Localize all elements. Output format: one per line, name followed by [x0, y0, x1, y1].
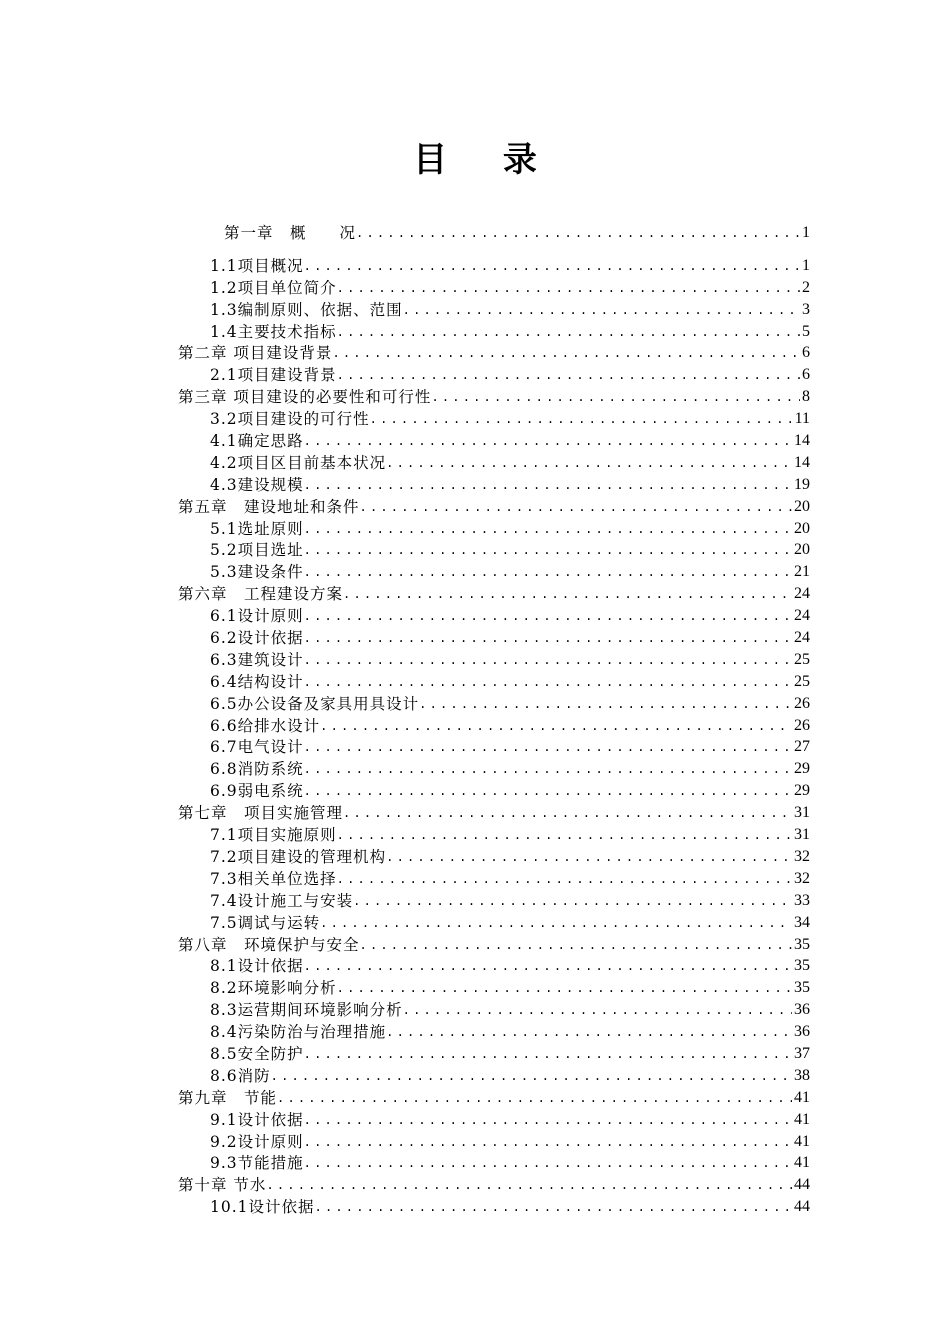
toc-page-number: 41: [794, 1110, 810, 1128]
toc-page-number: 21: [794, 563, 810, 581]
toc-page-number: 34: [794, 913, 810, 931]
toc-page-number: 11: [794, 410, 810, 428]
toc-section-entry[interactable]: [178, 911, 810, 933]
dot-leader: [304, 1153, 792, 1173]
dot-leader: [337, 322, 800, 342]
toc-section-entry[interactable]: [178, 1195, 810, 1217]
toc-entry-label: 3.2项目建设的可行性: [210, 410, 370, 429]
toc-entry-label: 7.5调试与运转: [210, 913, 321, 932]
toc-entry-label: 7.2项目建设的管理机构: [210, 847, 387, 866]
dot-leader: [304, 540, 792, 560]
toc-section-entry[interactable]: [178, 604, 810, 626]
toc-page-number: 1: [802, 224, 810, 241]
toc-section-entry[interactable]: [178, 473, 810, 495]
toc-entry-label: 6.7电气设计: [210, 738, 304, 757]
toc-entry-label: 6.6给排水设计: [210, 716, 321, 735]
toc-section-entry[interactable]: [178, 889, 810, 911]
toc-page-number: 41: [794, 1132, 810, 1150]
toc-entry-label: 10.1设计依据: [210, 1198, 315, 1217]
toc-entry-label: 7.3相关单位选择: [210, 869, 337, 888]
toc-page-number: 29: [794, 782, 810, 800]
toc-entry-label: 5.1选址原则: [210, 519, 304, 538]
toc-entry-label: 1.4主要技术指标: [210, 322, 337, 341]
dot-leader: [356, 223, 800, 243]
dot-leader: [403, 300, 800, 320]
toc-entry-label: 6.8消防系统: [210, 760, 304, 779]
dot-leader: [304, 606, 792, 626]
toc-page-number: 29: [794, 760, 810, 778]
dot-leader: [337, 869, 792, 889]
toc-section-entry[interactable]: [178, 407, 810, 429]
toc-chapter-entry[interactable]: [178, 342, 810, 364]
toc-page-number: 6: [802, 366, 810, 384]
toc-page-number: 20: [794, 497, 810, 515]
toc-section-entry[interactable]: [178, 1020, 810, 1042]
dot-leader: [337, 365, 800, 385]
toc-entry-label: 4.2项目区目前基本状况: [210, 453, 387, 472]
toc-entry-label: 8.6消防: [210, 1066, 271, 1085]
dot-leader: [304, 475, 792, 495]
toc-page-number: 27: [794, 738, 810, 756]
toc-page-number: 14: [794, 432, 810, 450]
dot-leader: [271, 1066, 792, 1086]
toc-section-entry[interactable]: [178, 648, 810, 670]
toc-chapter-entry[interactable]: [178, 801, 810, 823]
toc-entry-label: 8.3运营期间环境影响分析: [210, 1001, 403, 1020]
toc-page-number: 35: [794, 957, 810, 975]
dot-leader: [320, 913, 792, 933]
toc-section-entry[interactable]: [178, 429, 810, 451]
dot-leader: [304, 431, 792, 451]
toc-entry-label: 第七章 项目实施管理: [178, 804, 344, 823]
dot-leader: [370, 409, 793, 429]
dot-leader: [386, 847, 792, 867]
toc-page-number: 25: [794, 672, 810, 690]
toc-section-entry[interactable]: [178, 736, 810, 758]
toc-entry-label: 8.5安全防护: [210, 1044, 304, 1063]
dot-leader: [332, 343, 800, 363]
toc-section-entry[interactable]: [178, 320, 810, 342]
dot-leader: [343, 584, 792, 604]
toc-entry-label: 6.3建筑设计: [210, 650, 304, 669]
toc-section-entry[interactable]: [178, 1064, 810, 1086]
toc-page-number: 36: [794, 1001, 810, 1019]
toc-chapter-entry[interactable]: [178, 1173, 810, 1195]
dot-leader: [304, 519, 792, 539]
toc-entry-label: 第十章 节水: [178, 1176, 267, 1195]
toc-section-entry[interactable]: [178, 955, 810, 977]
dot-leader: [277, 1088, 792, 1108]
dot-leader: [304, 562, 792, 582]
dot-leader: [360, 497, 792, 517]
toc-section-entry[interactable]: [178, 363, 810, 385]
toc-chapter-entry[interactable]: [178, 219, 810, 243]
dot-leader: [386, 453, 792, 473]
toc-section-entry[interactable]: [178, 976, 810, 998]
toc-section-entry[interactable]: [178, 1108, 810, 1130]
dot-leader: [304, 759, 792, 779]
toc-page-number: 41: [794, 1088, 810, 1106]
dot-leader: [304, 781, 792, 801]
dot-leader: [320, 716, 792, 736]
dot-leader: [304, 737, 792, 757]
table-of-contents: [178, 219, 810, 1217]
toc-entry-label: 6.1设计原则: [210, 607, 304, 626]
toc-page-number: 35: [794, 935, 810, 953]
toc-section-entry[interactable]: [178, 670, 810, 692]
dot-leader: [360, 935, 792, 955]
toc-entry-label: 第八章 环境保护与安全: [178, 935, 360, 954]
dot-leader: [403, 1000, 792, 1020]
toc-page-number: 25: [794, 650, 810, 668]
toc-chapter-entry[interactable]: [178, 1086, 810, 1108]
toc-page-number: 38: [794, 1066, 810, 1084]
toc-page-number: 5: [802, 322, 810, 340]
toc-entry-label: 2.1项目建设背景: [210, 366, 337, 385]
toc-entry-label: 第一章 概 况: [224, 224, 357, 242]
toc-section-entry[interactable]: [178, 254, 810, 276]
toc-page-number: 32: [794, 869, 810, 887]
toc-page-number: 26: [794, 694, 810, 712]
toc-chapter-entry[interactable]: [178, 385, 810, 407]
dot-leader: [337, 978, 792, 998]
toc-entry-label: 6.9弱电系统: [210, 782, 304, 801]
dot-leader: [337, 825, 792, 845]
toc-section-entry[interactable]: [178, 757, 810, 779]
toc-entry-label: 第三章 项目建设的必要性和可行性: [178, 388, 432, 407]
toc-entry-label: 8.4污染防治与治理措施: [210, 1023, 387, 1042]
toc-section-entry[interactable]: [178, 276, 810, 298]
toc-page-number: 44: [794, 1198, 810, 1216]
toc-page-number: 19: [794, 475, 810, 493]
toc-page-number: 31: [794, 826, 810, 844]
dot-leader: [304, 1110, 792, 1130]
toc-section-entry[interactable]: [178, 692, 810, 714]
toc-page-number: 6: [802, 344, 810, 362]
dot-leader: [343, 803, 792, 823]
toc-page-number: 20: [794, 519, 810, 537]
dot-leader: [315, 1197, 792, 1217]
dot-leader: [304, 650, 792, 670]
toc-section-entry[interactable]: [178, 560, 810, 582]
toc-entry-label: 第二章 项目建设背景: [178, 344, 333, 363]
toc-page-number: 24: [794, 629, 810, 647]
toc-page-number: 8: [802, 388, 810, 406]
toc-section-entry[interactable]: [178, 867, 810, 889]
toc-page-number: 41: [794, 1154, 810, 1172]
dot-leader: [304, 956, 792, 976]
toc-entry-label: 7.1项目实施原则: [210, 826, 337, 845]
toc-page-number: 3: [802, 300, 810, 318]
toc-section-entry[interactable]: [178, 298, 810, 320]
toc-page-number: 14: [794, 453, 810, 471]
toc-page-number: 1: [802, 256, 810, 274]
toc-chapter-entry[interactable]: [178, 495, 810, 517]
toc-section-entry[interactable]: [178, 1152, 810, 1174]
toc-entry-label: 7.4设计施工与安装: [210, 891, 354, 910]
toc-entry-label: 第九章 节能: [178, 1088, 278, 1107]
toc-entry-label: 8.2环境影响分析: [210, 979, 337, 998]
dot-leader: [353, 891, 792, 911]
toc-section-entry[interactable]: [178, 1042, 810, 1064]
dot-leader: [266, 1175, 792, 1195]
toc-entry-label: 1.3编制原则、依据、范围: [210, 300, 403, 319]
toc-page-number: 44: [794, 1176, 810, 1194]
toc-section-entry[interactable]: [178, 998, 810, 1020]
toc-section-entry[interactable]: [178, 626, 810, 648]
toc-page-number: 32: [794, 847, 810, 865]
dot-leader: [337, 278, 800, 298]
toc-section-entry[interactable]: [178, 451, 810, 473]
toc-page-number: 36: [794, 1023, 810, 1041]
toc-entry-label: 9.3节能措施: [210, 1154, 304, 1173]
toc-page-number: 24: [794, 585, 810, 603]
dot-leader: [419, 694, 792, 714]
dot-leader: [304, 1132, 792, 1152]
toc-entry-label: 1.1项目概况: [210, 256, 304, 275]
toc-page-number: 31: [794, 804, 810, 822]
dot-leader: [431, 387, 800, 407]
toc-section-entry[interactable]: [178, 1130, 810, 1152]
toc-entry-label: 5.3建设条件: [210, 563, 304, 582]
toc-page-number: 20: [794, 541, 810, 559]
toc-entry-label: 第六章 工程建设方案: [178, 585, 344, 604]
toc-entry-label: 6.5办公设备及家具用具设计: [210, 694, 420, 713]
toc-section-entry[interactable]: [178, 517, 810, 539]
toc-page-number: 35: [794, 979, 810, 997]
toc-page-number: 37: [794, 1044, 810, 1062]
dot-leader: [304, 672, 792, 692]
toc-entry-label: 1.2项目单位简介: [210, 278, 337, 297]
dot-leader: [386, 1022, 792, 1042]
toc-entry-label: 9.2设计原则: [210, 1132, 304, 1151]
toc-entry-label: 第五章 建设地址和条件: [178, 497, 360, 516]
toc-section-entry[interactable]: [178, 714, 810, 736]
dot-leader: [304, 256, 800, 276]
toc-page-number: 33: [794, 891, 810, 909]
toc-chapter-entry[interactable]: [178, 933, 810, 955]
toc-entry-label: 4.3建设规模: [210, 475, 304, 494]
toc-entry-label: 5.2项目选址: [210, 541, 304, 560]
toc-title: 目 录: [413, 140, 559, 180]
toc-section-entry[interactable]: [178, 823, 810, 845]
dot-leader: [304, 1044, 792, 1064]
toc-section-entry[interactable]: [178, 845, 810, 867]
toc-page-number: 26: [794, 716, 810, 734]
toc-chapter-entry[interactable]: [178, 582, 810, 604]
dot-leader: [304, 628, 792, 648]
toc-entry-label: 8.1设计依据: [210, 957, 304, 976]
toc-page-number: 24: [794, 607, 810, 625]
toc-page-number: 2: [802, 278, 810, 296]
toc-entry-label: 6.4结构设计: [210, 672, 304, 691]
toc-section-entry[interactable]: [178, 779, 810, 801]
toc-entry-label: 9.1设计依据: [210, 1110, 304, 1129]
toc-section-entry[interactable]: [178, 539, 810, 561]
toc-entry-label: 4.1确定思路: [210, 432, 304, 451]
toc-entry-label: 6.2设计依据: [210, 629, 304, 648]
